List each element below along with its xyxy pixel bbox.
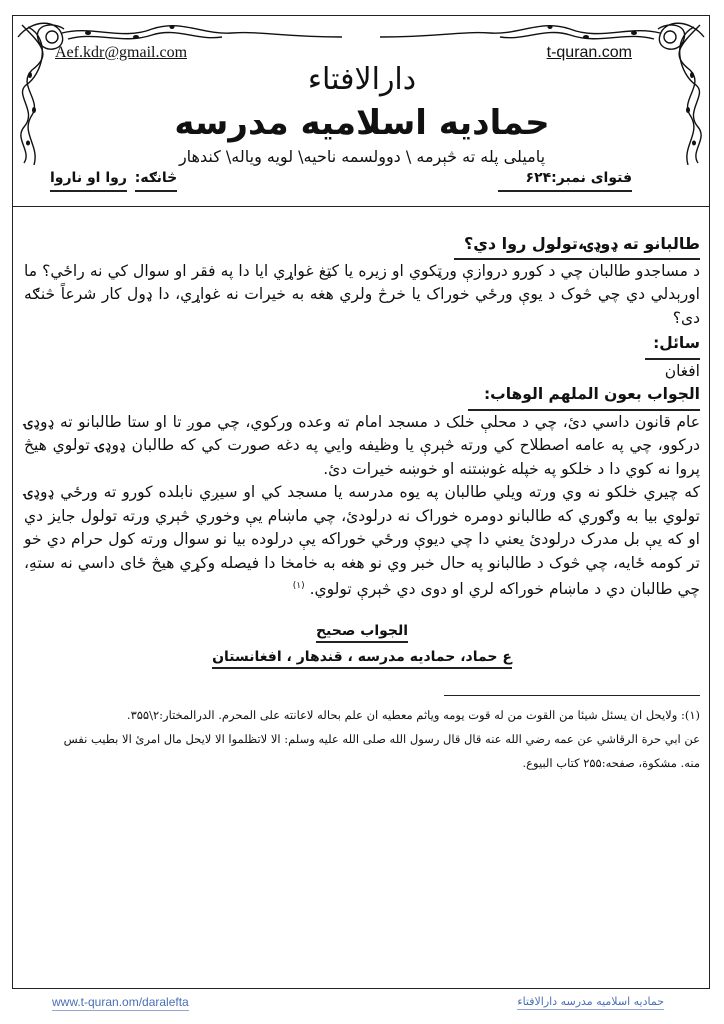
footnote-line-2: عن ابي حرة الرقاشي عن عمه رضي الله عنه قال قال رسول الله صلی الله علیه وسلم: الا لاتظلموا الا لایحل مال امرئ الا بطیب نفس — [63, 732, 700, 746]
category-label: څانګه: — [135, 170, 177, 192]
question-title: طالبانو ته ډوډۍ،تولول روا دي؟ — [454, 232, 700, 260]
website-link[interactable]: t-quran.com — [546, 44, 632, 61]
category — [50, 170, 177, 186]
footnote-line-1: (۱): ولایحل ان یسئل شیئا من القوت من له قوت یومه ویاثم معطیه ان علم بحاله لاعانته علی المحرم. الدرالمختار:۲\۳۵۵. — [126, 708, 700, 722]
header-divider — [12, 206, 710, 207]
answer-paragraph-2 — [24, 481, 700, 602]
footnote-marker[interactable]: (۱) — [292, 581, 305, 591]
verification — [0, 623, 724, 643]
footer-org-link[interactable]: حمادیه اسلامیه مدرسه دارالافتاء — [517, 995, 664, 1008]
fatwa-number: فتوای نمبر:۶۲۴ — [498, 170, 632, 192]
answer-heading: الجواب بعون الملهم الوهاب: — [468, 383, 700, 411]
asker-label: سائل: — [645, 332, 700, 360]
footnote-rule — [444, 695, 700, 696]
footnote-line-3: منه. مشکوة، صفحه:۲۵۵ کتاب البیوع. — [522, 756, 700, 770]
verified-label: الجواب صحیح — [316, 623, 408, 643]
address: پامیلی پله ته څېرمه \ دوولسمه ناحیه\ لویه ویاله\ کندهار — [178, 147, 546, 166]
footer-url-link[interactable]: www.t-quran.om/daralefta — [52, 995, 189, 1009]
signature — [0, 649, 724, 669]
asker-name: افغان — [664, 361, 700, 380]
question-text: د مساجدو طالبان چي د کورو دروازې ورټکوي او زیره یا کټغ غواړي ایا دا په فقر او سوال کي نه راځي؟ ما اورېدلي دي چي څوک د یوې ورځي خوراک یا خرڅ ولري هغه به خیرات نه غواړي، دا ډول کار شرعاً څنګه دی؟ — [24, 261, 700, 327]
footnotes — [26, 703, 700, 775]
madrasa-title: حمادیه اسلامیه مدرسه — [174, 103, 550, 143]
answer-paragraph-2-text: که چیري خلکو نه وي ورته ویلي طالبان په یوه مدرسه یا مسجد کي او سیږي نابلده کورو ته ورځي ډوډۍ تولوي بیا به وګوري که طالبانو دومره خوراک نه درلودئ، چي ماښام یې وخوري څېري ورته تولول جایز دي او که یې بل مدرک درلودئ یعني دا چي دیوې ورځي خوراکه یې درلوده بیا نو سوال ورته کول حرام دي خو تر کومه ځایه، چي څوک د طالبانو په حال خبر وي نو هغه به خامخا دا فیصله وکړي هیڅ ځای داسي نه ستهِ، چي طالبان دي د ماښام خوراکه لري او دوی دي څېرې تولوي. — [24, 483, 700, 599]
dar-al-ifta-title: دارالافتاء — [307, 62, 417, 97]
fatwa-content — [24, 232, 700, 602]
category-value: روا او ناروا — [50, 170, 127, 192]
answer-paragraph-1: عام قانون داسي دئ، چي د محلې خلک د مسجد امام ته وعده ورکوي، چي موږ تا او ستا طالبانو ته ډوډۍ درکوو، چي په عامه اصطلاح کي ورته څېرې یا وظیفه وایي په دغه صورت کي که طالبان ډوډۍ تولوي هیڅ پروا نه کوي دا د خلکو په خپله غوښتنه او خوښه خیرات دئ. — [24, 412, 700, 478]
email-link[interactable]: Aef.kdr@gmail.com — [55, 44, 188, 61]
signature-author: ع حماد، حمادیه مدرسه ، قندهار ، افغانستان — [212, 649, 512, 669]
